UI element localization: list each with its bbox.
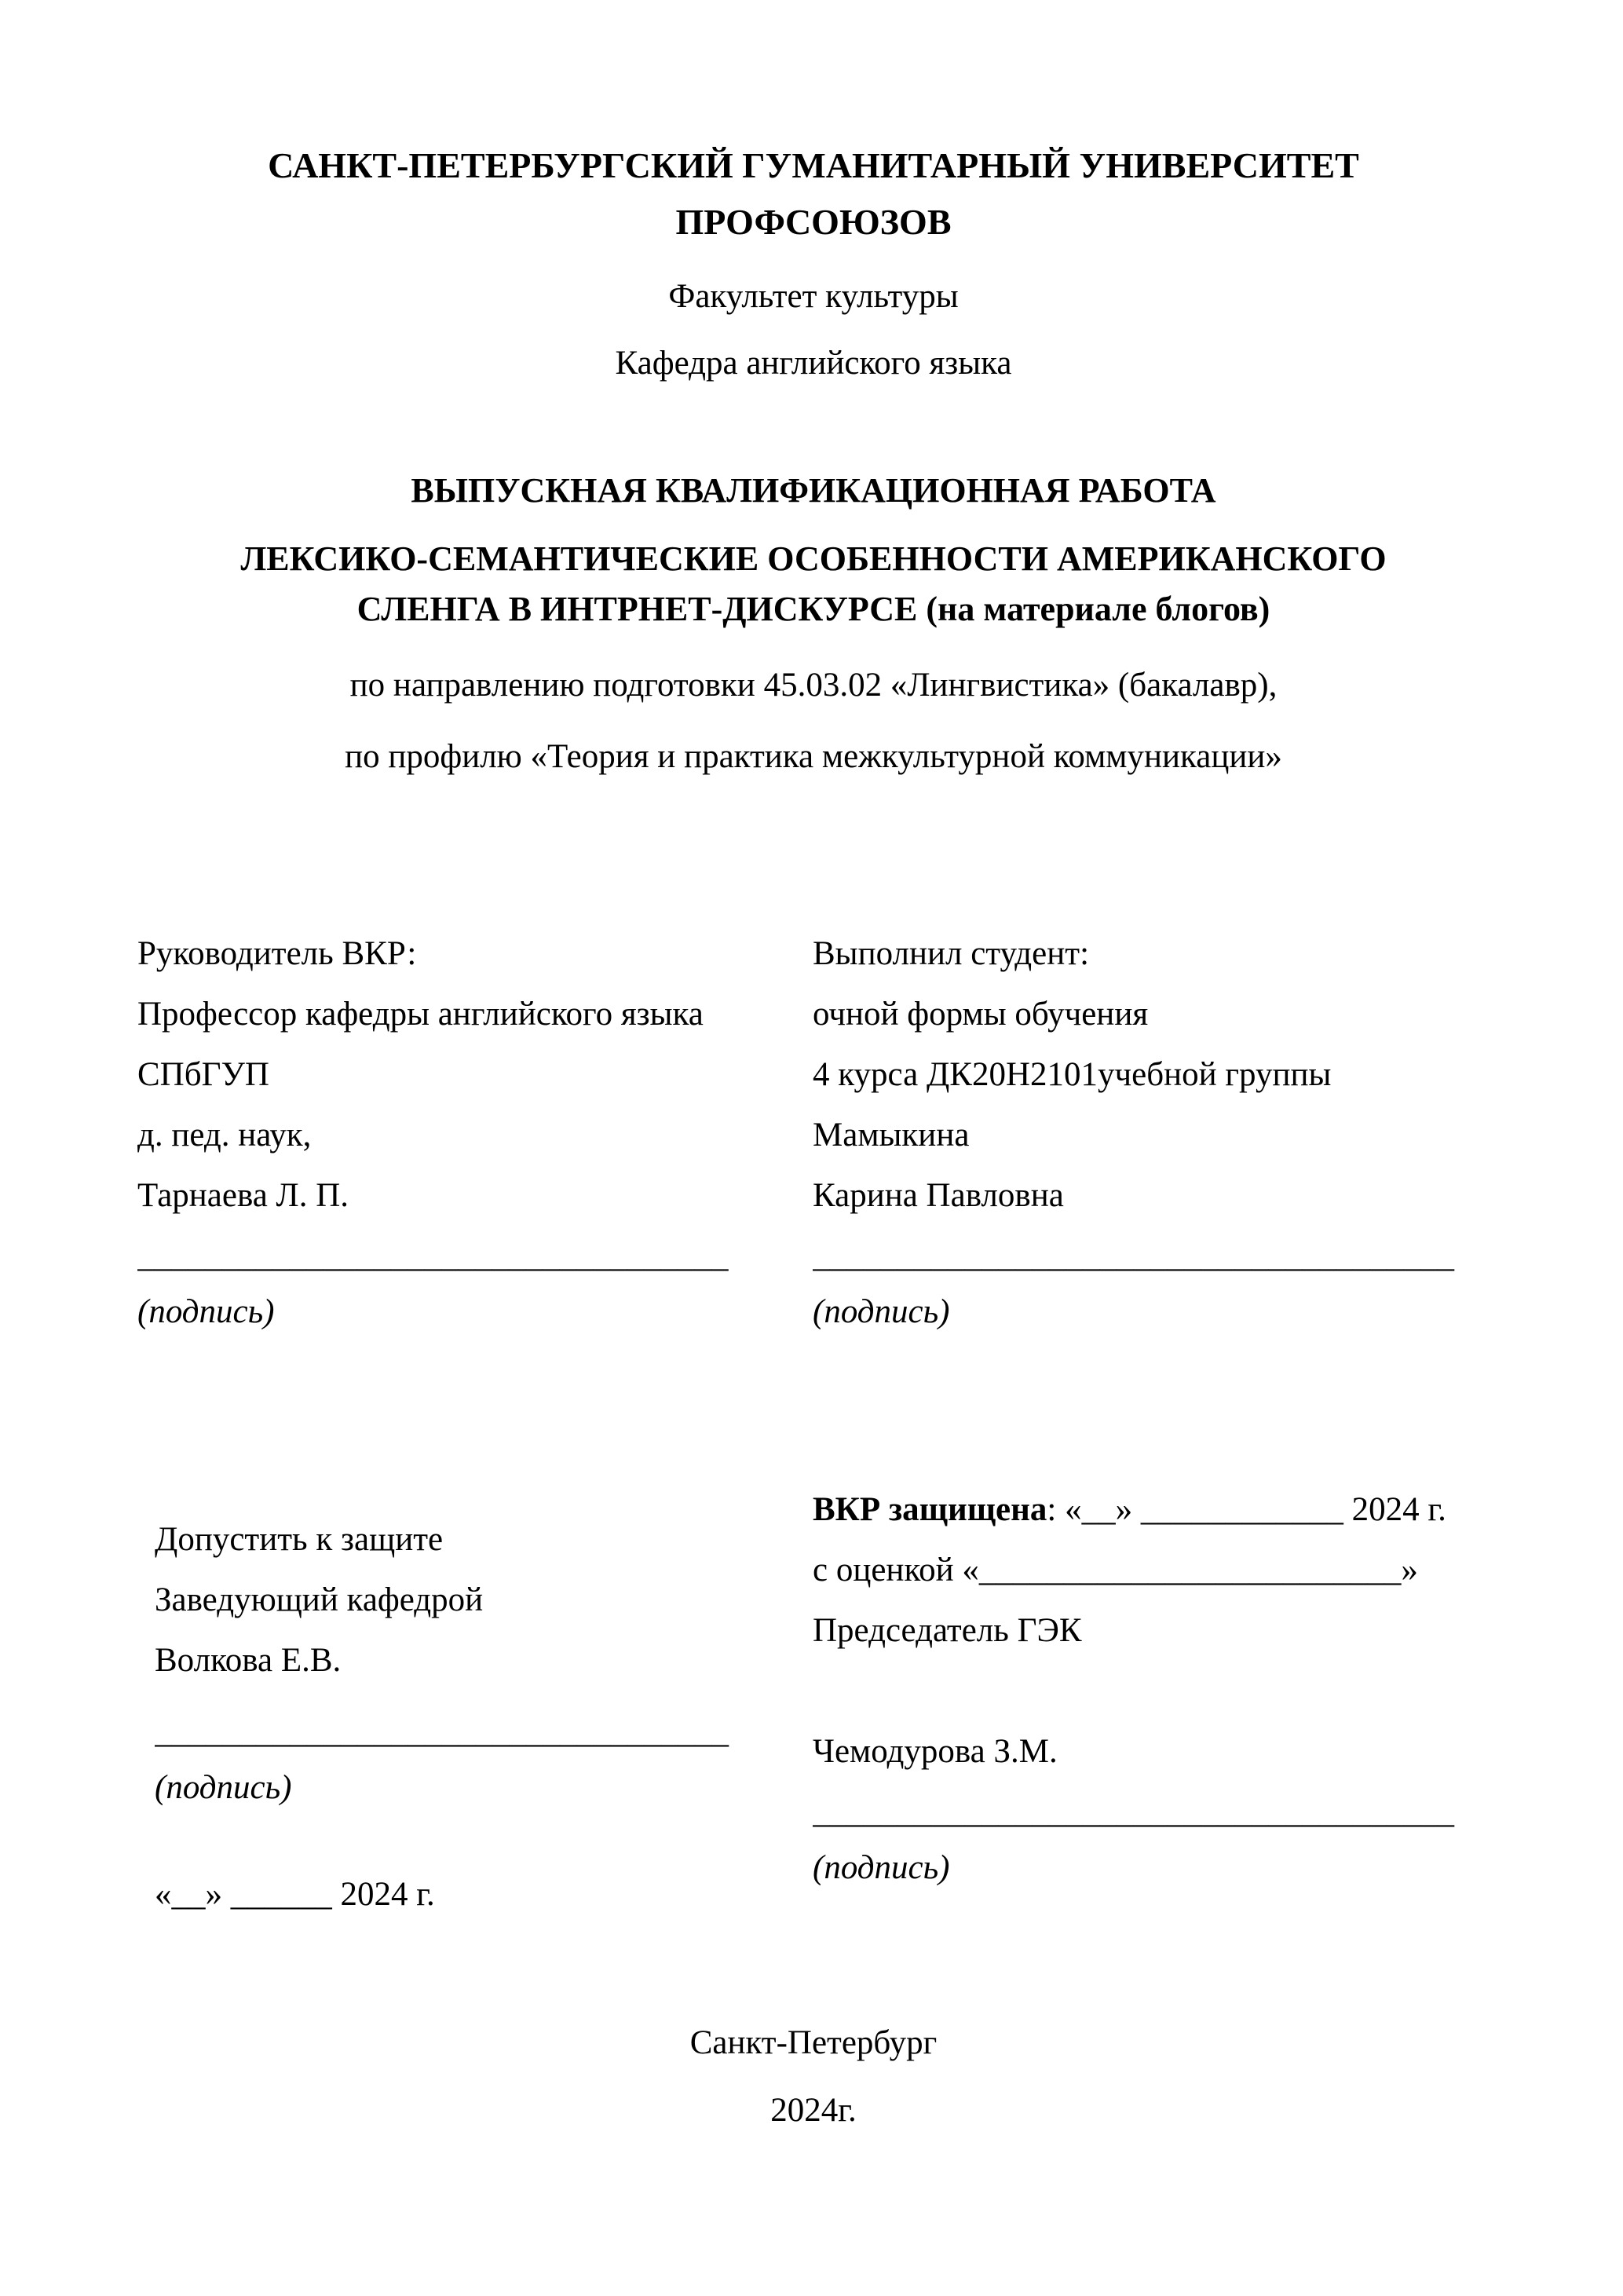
defense-label: ВКР защищена — [813, 1491, 1047, 1528]
footer-year: 2024г. — [770, 2092, 857, 2129]
university-name-line1: САНКТ-ПЕТЕРБУРГСКИЙ ГУМАНИТАРНЫЙ УНИВЕРСИТЕТ — [268, 145, 1359, 185]
student-name: Карина Павловна — [813, 1177, 1064, 1214]
student-heading: Выполнил студент: — [813, 935, 1090, 972]
profile-line: по профилю «Теория и практика межкультурной коммуникации» — [345, 738, 1282, 775]
supervisor-university: СПбГУП — [137, 1056, 269, 1093]
department-head-title: Заведующий кафедрой — [155, 1581, 484, 1618]
admission-date-line: «__» ______ 2024 г. — [155, 1876, 435, 1913]
university-name — [137, 137, 1490, 250]
student-block — [813, 923, 1490, 1338]
defense-signature-line: ______________________________________ — [813, 1793, 1454, 1830]
defense-date-blank: : «__» ____________ 2024 г. — [1047, 1491, 1446, 1528]
footer-city: Санкт-Петербург — [689, 2024, 938, 2061]
page-footer — [137, 2024, 1490, 2130]
admission-signature-line: __________________________________ — [155, 1713, 729, 1750]
student-signature-caption: (подпись) — [813, 1293, 950, 1330]
work-type-heading: ВЫПУСКНАЯ КВАЛИФИКАЦИОННАЯ РАБОТА — [411, 471, 1216, 510]
defense-block — [813, 1479, 1490, 1894]
supervisor-heading: Руководитель ВКР: — [137, 935, 417, 972]
supervisor-degree: д. пед. наук, — [137, 1117, 312, 1153]
defense-grade-line: с оценкой «_________________________» — [813, 1552, 1418, 1589]
committee-chair-name: Чемодурова З.М. — [813, 1733, 1058, 1770]
title-block — [137, 470, 1490, 776]
student-study-form: очной формы обучения — [813, 996, 1149, 1033]
student-surname: Мамыкина — [813, 1117, 970, 1153]
signatures-upper-section — [137, 923, 1490, 1338]
defense-signature-caption: (подпись) — [813, 1849, 950, 1886]
faculty-name: Факультет культуры — [668, 278, 959, 315]
department-name: Кафедра английского языка — [615, 345, 1012, 382]
program-line: по направлению подготовки 45.03.02 «Лингвистика» (бакалавр), — [349, 667, 1278, 704]
department-head-name: Волкова Е.В. — [155, 1642, 342, 1679]
supervisor-block — [137, 923, 813, 1338]
university-name-line2: ПРОФСОЮЗОВ — [675, 202, 952, 242]
admission-line: Допустить к защите — [155, 1521, 444, 1558]
supervisor-signature-line: ___________________________________ — [137, 1238, 729, 1274]
student-group: 4 курса ДК20Н2101учебной группы — [813, 1056, 1332, 1093]
thesis-title-line1: ЛЕКСИКО-СЕМАНТИЧЕСКИЕ ОСОБЕННОСТИ АМЕРИКАНСКОГО — [240, 539, 1387, 578]
defense-date-line — [813, 1479, 1490, 1540]
supervisor-name: Тарнаева Л. П. — [137, 1177, 349, 1214]
thesis-title-line2: СЛЕНГА В ИНТРНЕТ-ДИСКУРСЕ (на материале блогов) — [356, 590, 1270, 628]
admission-signature-caption: (подпись) — [155, 1769, 292, 1806]
admission-block — [137, 1479, 813, 1925]
signatures-lower-section — [137, 1479, 1490, 1925]
student-signature-line: ______________________________________ — [813, 1238, 1454, 1274]
supervisor-signature-caption: (подпись) — [137, 1293, 275, 1330]
supervisor-position: Профессор кафедры английского языка — [137, 996, 704, 1033]
committee-chair-title: Председатель ГЭК — [813, 1612, 1082, 1649]
thesis-title — [137, 534, 1490, 634]
university-header — [137, 137, 1490, 382]
